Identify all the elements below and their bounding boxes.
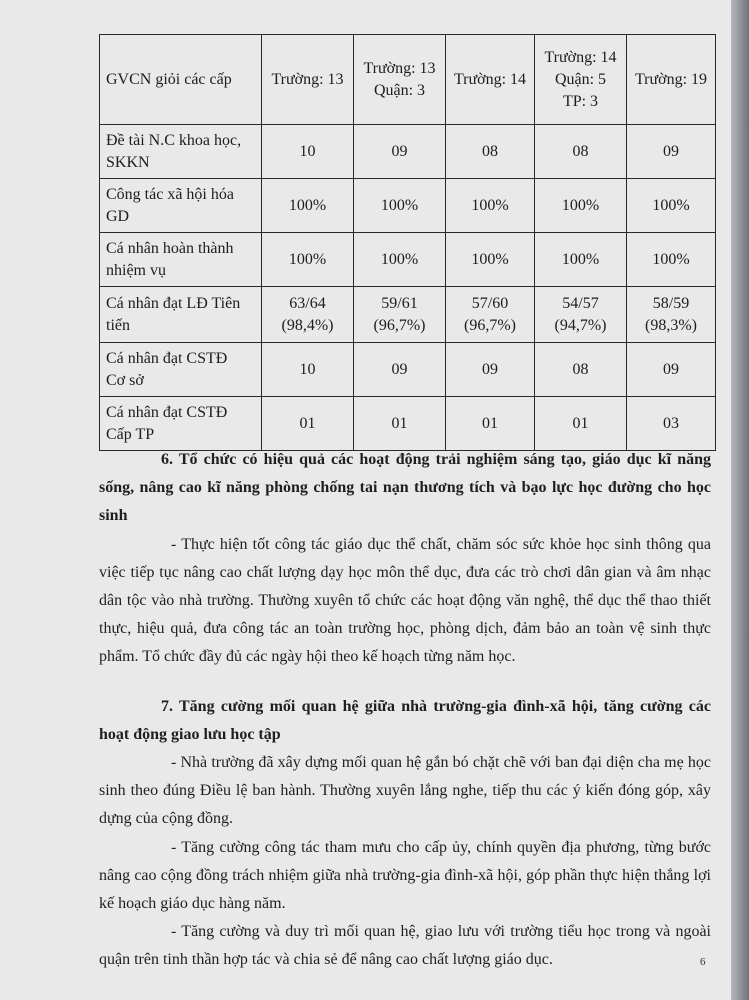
cell-line: 59/61	[381, 294, 418, 312]
section-6-heading: 6. Tổ chức có hiệu quả các hoạt động trải nghiệm sáng tạo, giáo dục kĩ năng sống, nâng cao kĩ năng phòng chống tai nạn thương tích và bạo lực học đường cho học sinh	[99, 451, 711, 525]
header-label-cell: GVCN giỏi các cấp	[100, 35, 262, 125]
value-cell	[535, 287, 627, 343]
header-cell	[446, 35, 535, 125]
row-label-cell	[100, 343, 262, 397]
table-row	[100, 179, 716, 233]
row-label-cell	[100, 233, 262, 287]
cell-line: TP: 3	[562, 92, 599, 110]
cell-line: 58/59	[652, 294, 690, 312]
section-7-paragraph: - Tăng cường và duy trì mối quan hệ, giao lưu với trường tiểu học trong và ngoài quận trên tinh thần hợp tác và chia sẻ để nâng cao chất lượng giáo dục.	[99, 923, 711, 969]
cell-line: Cá nhân đạt CSTĐ	[106, 403, 228, 421]
cell-line: Cá nhân đạt LĐ Tiên	[106, 294, 241, 312]
cell-line: tiến	[106, 316, 130, 334]
cell-line: Quận: 5	[554, 70, 607, 88]
section-7-heading: 7. Tăng cường mối quan hệ giữa nhà trường-gia đình-xã hội, tăng cường các hoạt động giao lưu học tập	[99, 697, 711, 743]
value-cell: 08	[446, 125, 535, 179]
cell-line: 54/57	[562, 294, 599, 312]
value-cell: 01	[535, 397, 627, 451]
table-header-row	[100, 35, 716, 125]
cell-line: Trường: 13	[271, 70, 344, 88]
value-cell: 09	[354, 343, 446, 397]
cell-line: Đề tài N.C khoa học,	[106, 131, 242, 149]
cell-line: (96,7%)	[464, 316, 516, 334]
table-row	[100, 287, 716, 343]
value-cell: 100%	[627, 233, 716, 287]
cell-line: Quận: 3	[373, 81, 426, 99]
cell-line: Trường: 19	[634, 70, 708, 88]
value-cell: 10	[262, 343, 354, 397]
value-cell	[446, 287, 535, 343]
page-edge	[731, 0, 749, 1000]
value-cell	[354, 287, 446, 343]
cell-line: Trường: 14	[453, 70, 527, 88]
cell-line: Trường: 14	[544, 48, 617, 66]
value-cell	[627, 287, 716, 343]
cell-line: Cá nhân hoàn thành	[106, 239, 234, 257]
value-cell: 100%	[627, 179, 716, 233]
value-cell: 10	[262, 125, 354, 179]
cell-line: nhiệm vụ	[106, 261, 166, 279]
row-label-cell	[100, 179, 262, 233]
row-label-cell	[100, 125, 262, 179]
value-cell: 100%	[262, 179, 354, 233]
cell-line: Cơ sở	[106, 371, 144, 389]
header-cell	[627, 35, 716, 125]
value-cell: 01	[262, 397, 354, 451]
value-cell: 03	[627, 397, 716, 451]
value-cell: 08	[535, 343, 627, 397]
value-cell: 01	[354, 397, 446, 451]
value-cell: 100%	[535, 233, 627, 287]
cell-line: (98,4%)	[281, 316, 334, 334]
value-cell: 100%	[262, 233, 354, 287]
cell-line: Cá nhân đạt CSTĐ	[106, 349, 228, 367]
cell-line: GD	[106, 207, 130, 225]
value-cell: 09	[354, 125, 446, 179]
section-6-paragraph: - Thực hiện tốt công tác giáo dục thể chất, chăm sóc sức khỏe học sinh thông qua việc tiếp tục nâng cao chất lượng dạy học môn thể dục, đưa các trò chơi dân gian và âm nhạc dân tộc vào nhà trường. Thường xuyên tổ chức các hoạt động văn nghệ, thể dục thể thao thiết thực, hiệu quả, đưa công tác an toàn trường học, phòng dịch, đảm bảo an toàn vệ sinh thực phẩm. Tổ chức đầy đủ các ngày hội theo kế hoạch từng năm học.	[99, 535, 711, 666]
table-row	[100, 343, 716, 397]
table-row	[100, 397, 716, 451]
value-cell: 100%	[446, 233, 535, 287]
section-7-paragraph: - Nhà trường đã xây dựng mối quan hệ gắn bó chặt chẽ với ban đại diện cha mẹ học sinh theo đúng Điều lệ ban hành. Thường xuyên lắng nghe, tiếp thu các ý kiến đóng góp, xây dựng của cộng đồng.	[99, 754, 711, 828]
row-label-cell	[100, 397, 262, 451]
cell-line: (94,7%)	[554, 316, 607, 334]
section-7-paragraph: - Tăng cường công tác tham mưu cho cấp ủy, chính quyền địa phương, từng bước nâng cao cộng đồng trách nhiệm giữa nhà trường-gia đình-xã hội, góp phần thực hiện thắng lợi kế hoạch giáo dục hàng năm.	[99, 838, 711, 913]
cell-line: (98,3%)	[645, 316, 697, 334]
value-cell: 09	[446, 343, 535, 397]
value-cell: 100%	[535, 179, 627, 233]
header-cell	[535, 35, 627, 125]
value-cell: 100%	[354, 233, 446, 287]
value-cell	[262, 287, 354, 343]
value-cell: 09	[627, 125, 716, 179]
value-cell: 01	[446, 397, 535, 451]
cell-line: 57/60	[471, 294, 509, 312]
table-row	[100, 125, 716, 179]
cell-line: Trường: 13	[363, 59, 436, 77]
value-cell: 100%	[354, 179, 446, 233]
page-number: 6	[700, 956, 706, 968]
cell-line: (96,7%)	[373, 316, 426, 334]
cell-line: Cấp TP	[106, 425, 155, 443]
value-cell: 09	[627, 343, 716, 397]
body-text	[99, 446, 711, 975]
value-cell: 100%	[446, 179, 535, 233]
statistics-table	[99, 34, 716, 451]
row-label-cell	[100, 287, 262, 343]
value-cell: 08	[535, 125, 627, 179]
header-cell	[354, 35, 446, 125]
header-cell	[262, 35, 354, 125]
cell-line: 63/64	[289, 294, 326, 312]
cell-line: SKKN	[106, 153, 150, 171]
cell-line: Công tác xã hội hóa	[106, 185, 234, 203]
table-row	[100, 233, 716, 287]
